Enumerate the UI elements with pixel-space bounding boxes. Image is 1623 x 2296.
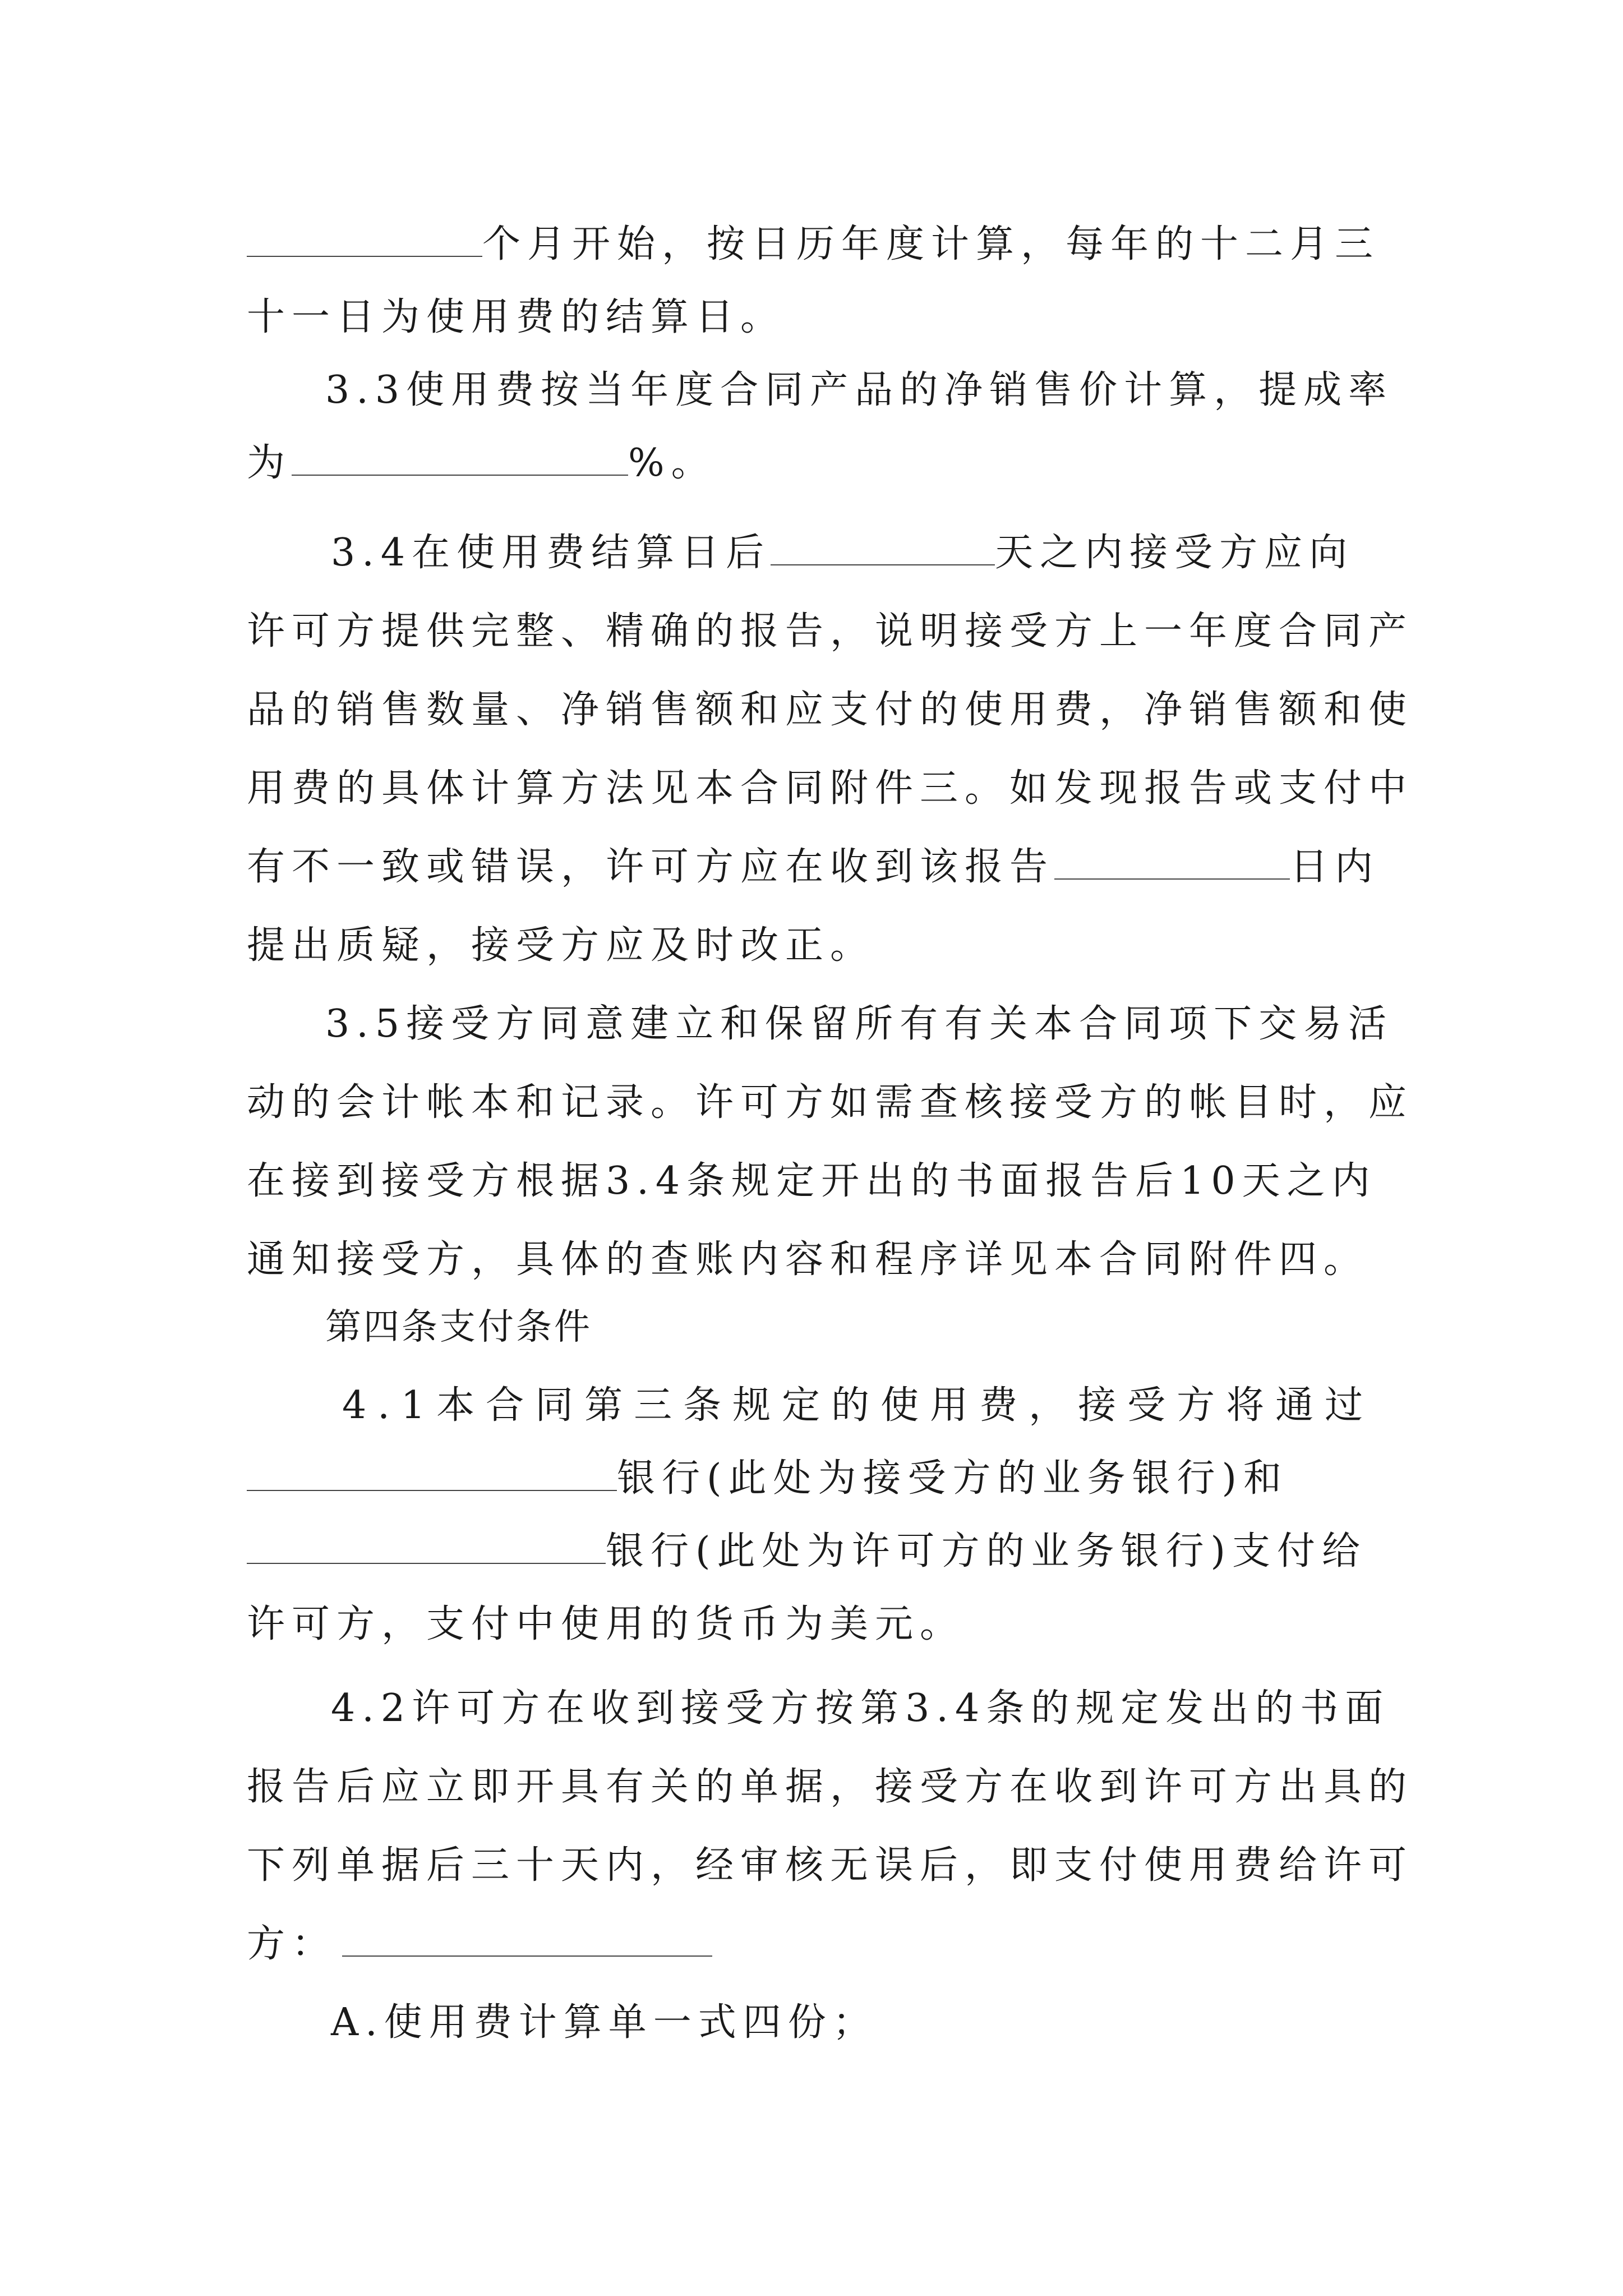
blank-field [342,1922,712,1957]
blank-field [247,222,482,257]
clause-3-3: 3.3使用费按当年度合同产品的净销售价计算，提成率 [325,368,1394,412]
line-text: 银行(此处为接受方的业务银行)和 [617,1456,1289,1501]
blank-field [247,1456,617,1491]
text-line: 许可方，支付中使用的货币为美元。 [247,1602,965,1646]
blank-field [292,441,628,476]
clause-4-1: 4.1本合同第三条规定的使用费，接受方将通过 [342,1383,1375,1428]
text-line: 动的会计帐本和记录。许可方如需查核接受方的帐目时，应 [247,1080,1414,1125]
line-text: 有不一致或错误，许可方应在收到该报告 [247,845,1055,889]
line-text: %。 [628,441,716,485]
text-line: 许可方提供完整、精确的报告，说明接受方上一年度合同产 [247,609,1414,654]
text-line: 用费的具体计算方法见本合同附件三。如发现报告或支付中 [247,766,1414,811]
text-line [247,1512,1385,1591]
text-line [247,828,1385,907]
clause-4-2: 4.2许可方在收到接受方按第3.4条的规定发出的书面 [331,1686,1390,1731]
text-line: 提出质疑，接受方应及时改正。 [247,923,875,968]
text-line: 通知接受方，具体的查账内容和程序详见本合同附件四。 [247,1237,1369,1282]
blank-field [771,531,995,565]
text-line: 报告后应立即开具有关的单据，接受方在收到许可方出具的 [247,1765,1414,1809]
text-line [247,1905,1385,1984]
text-line: 品的销售数量、净销售额和应支付的使用费，净销售额和使 [247,688,1414,732]
line-text: 为 [247,441,292,485]
text-line: 十一日为使用费的结算日。 [247,295,786,339]
blank-field [1054,845,1290,880]
text-line [247,1439,1385,1518]
list-item-a: A.使用费计算单一式四份； [331,2000,878,2045]
section-heading: 第四条支付条件 [325,1306,592,1348]
text-line [247,205,1385,284]
clause-3-5: 3.5接受方同意建立和保留所有有关本合同项下交易活 [325,1002,1394,1046]
text-line: 下列单据后三十天内，经审核无误后，即支付使用费给许可 [247,1843,1414,1888]
line-text: 个月开始，按日历年度计算，每年的十二月三 [482,222,1380,266]
text-line: 在接到接受方根据3.4条规定开出的书面报告后10天之内 [247,1159,1377,1203]
line-text: 银行(此处为许可方的业务银行)支付给 [606,1529,1367,1573]
line-text: 天之内接受方应向 [995,531,1354,575]
line-text: 日内 [1290,845,1380,889]
line-text: 方： [247,1922,337,1966]
text-line [247,424,1385,503]
blank-field [247,1529,606,1564]
line-text: 3.4在使用费结算日后 [331,531,771,575]
clause-3-4 [331,514,1385,592]
